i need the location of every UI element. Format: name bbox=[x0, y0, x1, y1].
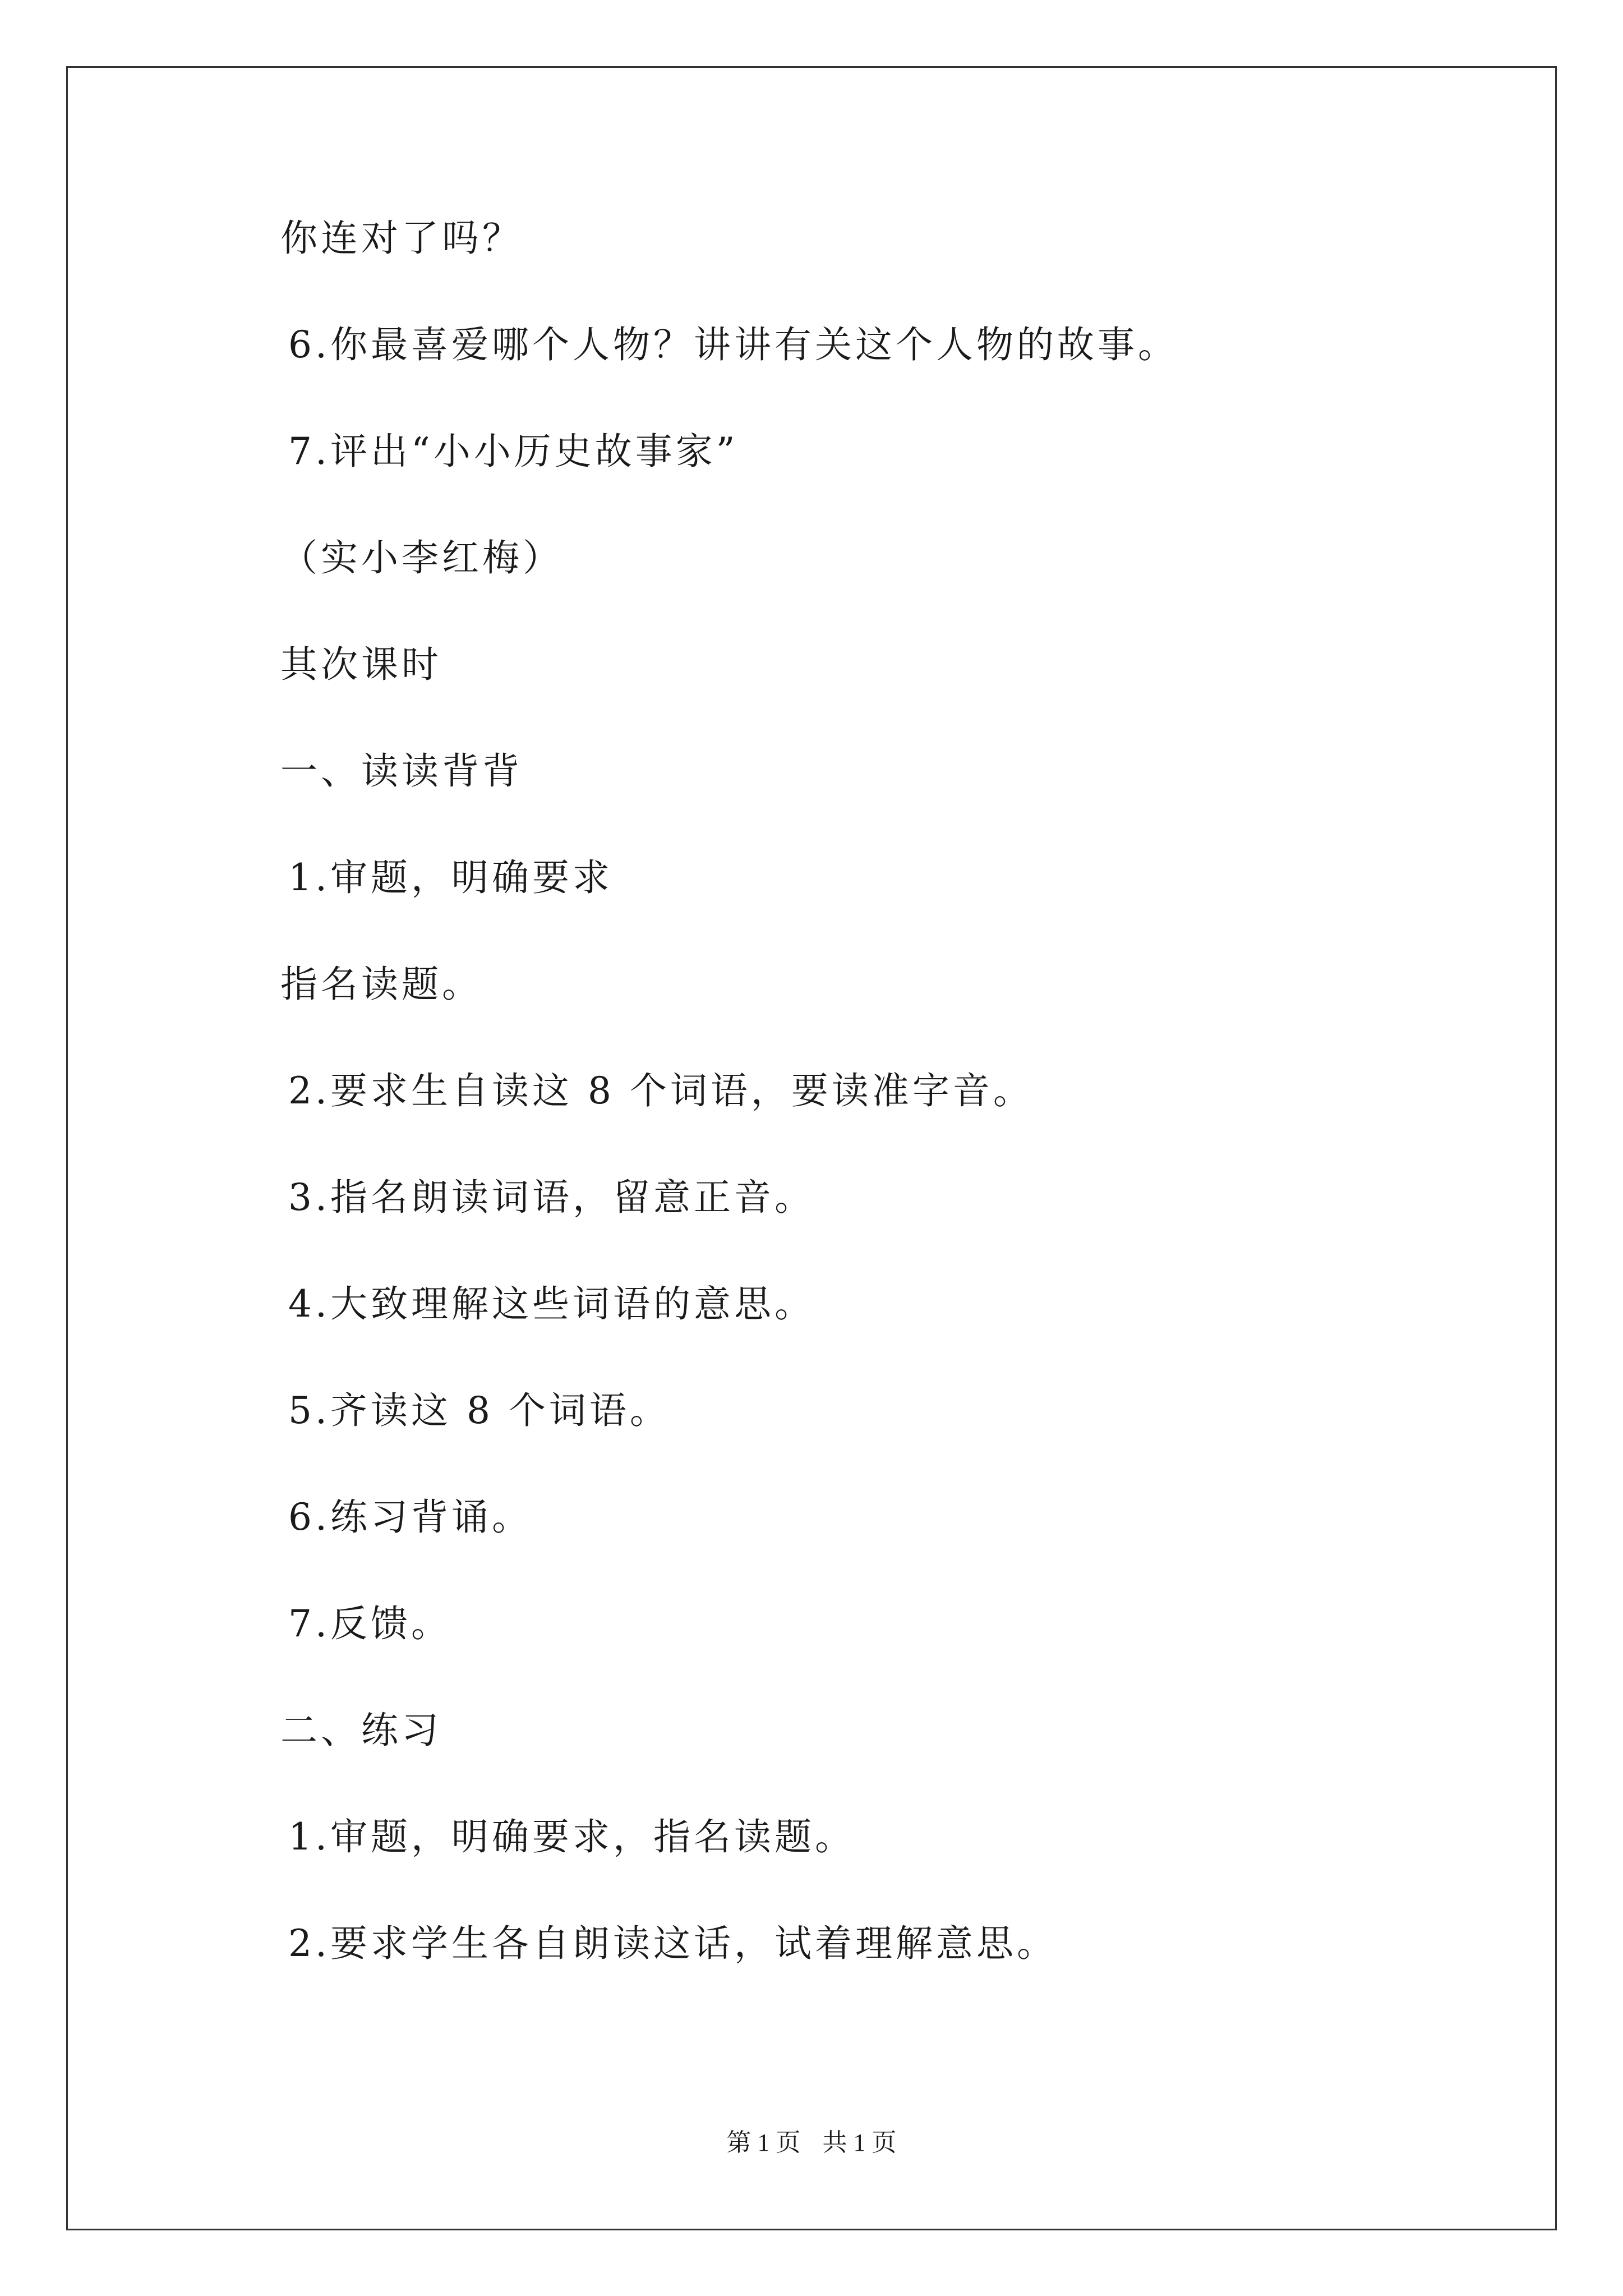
text-line: 1.审题，明确要求，指名读题。 bbox=[288, 1815, 855, 1858]
text-line: 你连对了吗？ bbox=[280, 217, 523, 260]
text-line: 5.齐读这 8 个词语。 bbox=[288, 1389, 670, 1432]
text-line: 指名读题。 bbox=[280, 963, 482, 1006]
section-heading: 其次课时 bbox=[280, 643, 442, 686]
text-line: 4.大致理解这些词语的意思。 bbox=[288, 1282, 815, 1326]
text-line: 7.反馈。 bbox=[288, 1602, 451, 1645]
text-line: 2.要求学生各自朗读这话，试着理解意思。 bbox=[288, 1922, 1057, 1965]
text-line: （实小李红梅） bbox=[280, 536, 563, 579]
section-heading: 一、读读背背 bbox=[280, 749, 523, 793]
text-line: 2.要求生自读这 8 个词语，要读准字音。 bbox=[288, 1069, 1034, 1112]
text-line: 1.审题，明确要求 bbox=[288, 856, 613, 899]
text-line: 7.评出“小小历史故事家” bbox=[288, 430, 739, 473]
page-footer bbox=[0, 2126, 1623, 2160]
page-border bbox=[66, 66, 1557, 2230]
text-line: 6.你最喜爱哪个人物？讲讲有关这个人物的故事。 bbox=[288, 323, 1178, 366]
page-number: 第 1 页 bbox=[726, 2129, 801, 2156]
section-heading: 二、练习 bbox=[280, 1709, 442, 1752]
text-line: 3.指名朗读词语，留意正音。 bbox=[288, 1176, 815, 1219]
text-line: 6.练习背诵。 bbox=[288, 1496, 532, 1539]
page-total: 共 1 页 bbox=[822, 2129, 897, 2156]
